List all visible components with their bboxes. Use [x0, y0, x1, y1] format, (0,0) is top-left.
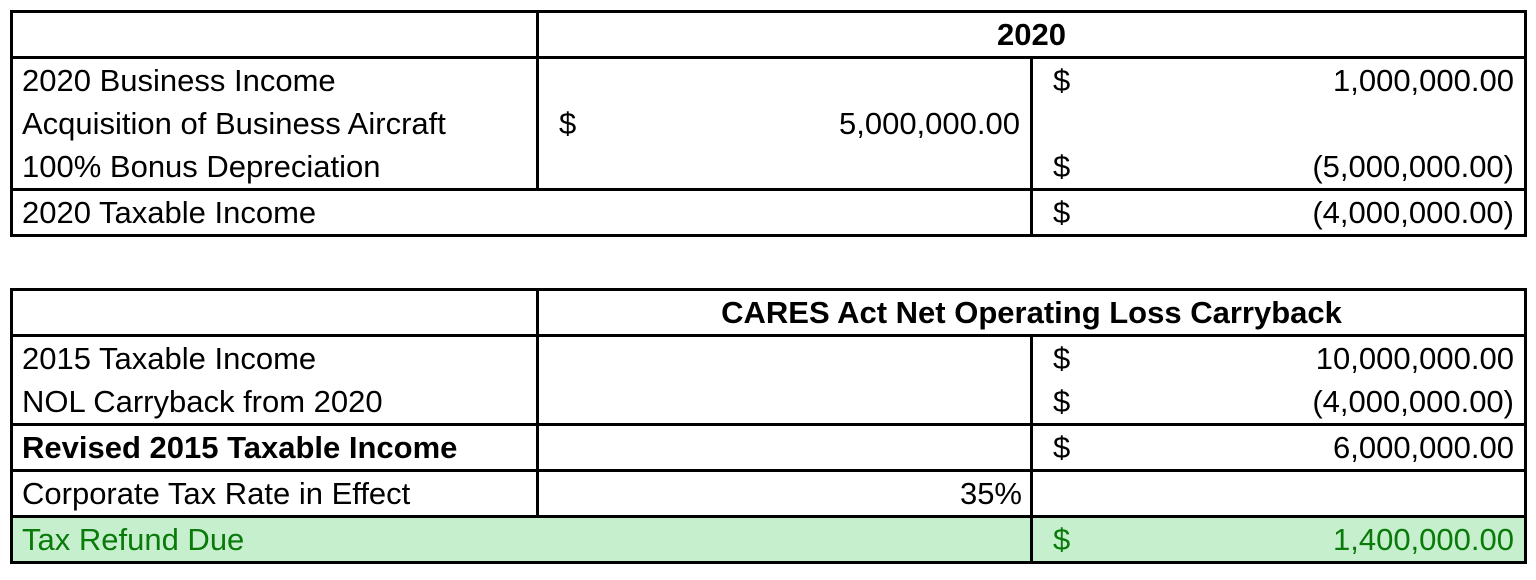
table-row [12, 190, 1526, 236]
header-blank-cell [12, 290, 538, 336]
table-header-row [12, 12, 1526, 58]
aircraft-depreciation-table [10, 10, 1527, 237]
amount-value: 6,000,000.00 [1332, 429, 1514, 465]
amount-cell [1032, 102, 1526, 145]
mid-cell [538, 145, 1032, 190]
table-row [12, 380, 1526, 425]
amount-cell [1032, 517, 1526, 563]
row-label: 100% Bonus Depreciation [12, 145, 538, 190]
year-header: 2020 [538, 12, 1526, 58]
currency-symbol: $ [1053, 148, 1071, 184]
table-header-row [12, 290, 1526, 336]
amount-value: 1,000,000.00 [1332, 62, 1514, 98]
amount-cell [1032, 145, 1526, 190]
row-label: Acquisition of Business Aircraft [12, 102, 538, 145]
amount-cell [1032, 380, 1526, 425]
table-row [12, 145, 1526, 190]
highlighted-row [12, 517, 1526, 563]
table-row [12, 336, 1526, 381]
header-blank-cell [12, 12, 538, 58]
mid-amount-cell [538, 102, 1032, 145]
table-row [12, 58, 1526, 103]
row-label: Corporate Tax Rate in Effect [12, 471, 538, 517]
mid-cell [538, 336, 1032, 381]
mid-cell [538, 425, 1032, 471]
table-row [12, 102, 1526, 145]
currency-symbol: $ [1053, 194, 1071, 230]
row-label: Revised 2015 Taxable Income [12, 425, 538, 471]
amount-value: (4,000,000.00) [1312, 194, 1514, 230]
mid-cell [538, 58, 1032, 103]
currency-symbol: $ [1053, 383, 1071, 419]
tax-rate-value: 35% [538, 471, 1032, 517]
currency-symbol: $ [1053, 62, 1071, 98]
amount-value: (4,000,000.00) [1312, 383, 1514, 419]
currency-symbol: $ [559, 105, 577, 141]
amount-value: (5,000,000.00) [1312, 148, 1514, 184]
amount-cell [1032, 471, 1526, 517]
currency-symbol: $ [1053, 521, 1071, 557]
amount-cell [1032, 190, 1526, 236]
row-label: NOL Carryback from 2020 [12, 380, 538, 425]
nol-carryback-table [10, 288, 1527, 564]
table-row [12, 425, 1526, 471]
currency-symbol: $ [1053, 340, 1071, 376]
amount-cell [1032, 425, 1526, 471]
row-label: 2015 Taxable Income [12, 336, 538, 381]
carryback-header: CARES Act Net Operating Loss Carryback [538, 290, 1526, 336]
amount-value: 5,000,000.00 [838, 105, 1020, 141]
mid-cell [538, 380, 1032, 425]
row-label: Tax Refund Due [12, 517, 1032, 563]
amount-cell [1032, 336, 1526, 381]
table-row [12, 471, 1526, 517]
row-label: 2020 Business Income [12, 58, 538, 103]
row-label: 2020 Taxable Income [12, 190, 1032, 236]
amount-value: 10,000,000.00 [1315, 340, 1514, 376]
amount-cell [1032, 58, 1526, 103]
currency-symbol: $ [1053, 429, 1071, 465]
amount-value: 1,400,000.00 [1332, 521, 1514, 557]
